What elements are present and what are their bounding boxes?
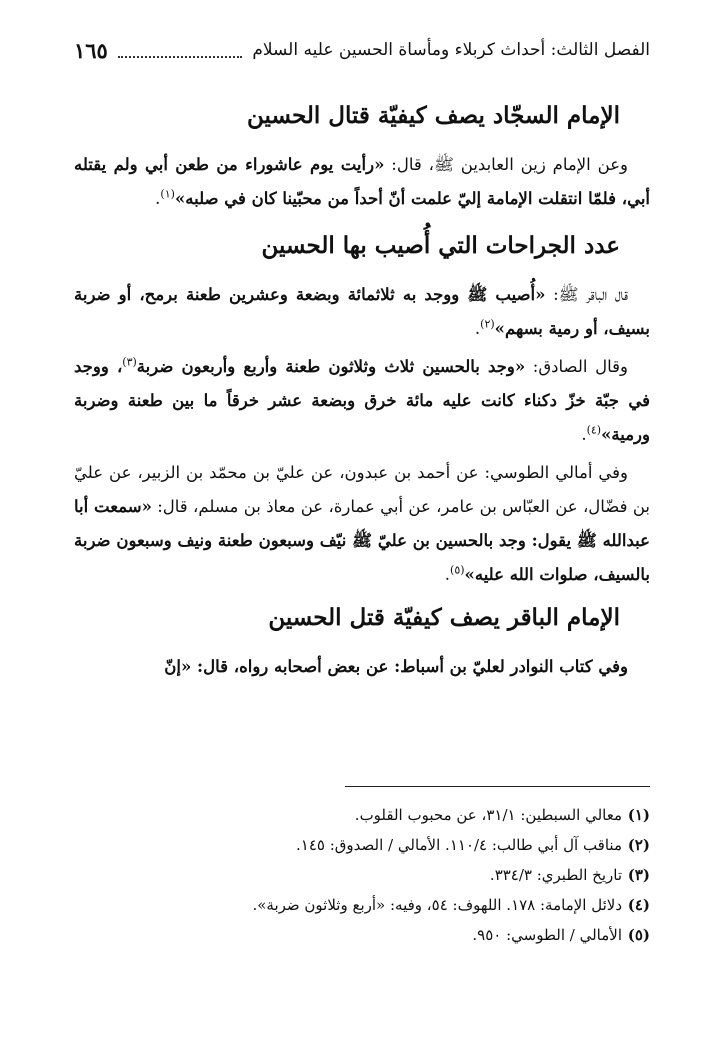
book-page xyxy=(74,0,650,1045)
section-heading-sajjad: الإمام السجّاد يصف كيفيّة قتال الحسين xyxy=(247,102,620,129)
paragraph-sadiq xyxy=(74,350,650,452)
section-heading-wounds: عدد الجراحات التي أُصيب بها الحسين xyxy=(261,232,620,259)
paragraph-intro: قال الباقر ﷺ: xyxy=(545,285,628,304)
footnote-number: (٣) xyxy=(627,866,650,884)
dotted-leader xyxy=(118,42,242,58)
paragraph-nawadir xyxy=(74,650,650,684)
footnote-5 xyxy=(74,920,650,950)
footnote-ref-2[interactable]: (٢) xyxy=(480,317,495,331)
paragraph-end: . xyxy=(155,189,161,208)
footnote-ref-1[interactable]: (١) xyxy=(160,187,175,201)
paragraph-sajjad xyxy=(74,148,650,216)
running-title: الفصل الثالث: أحداث كربلاء ومأساة الحسين عليه السلام xyxy=(252,40,650,60)
main-text xyxy=(74,96,650,688)
paragraph-intro: وعن الإمام زين العابدين ﷺ، قال: xyxy=(384,155,629,174)
footnote-text: الأمالي / الطوسي: ٩٥٠. xyxy=(472,926,622,944)
section-heading-baqir: الإمام الباقر يصف كيفيّة قتل الحسين xyxy=(268,604,620,631)
footnote-4 xyxy=(74,890,650,920)
paragraph-baqir xyxy=(74,278,650,346)
paragraph-intro: وفي أمالي الطوسي: عن أحمد بن عبدون، عن عليّ بن محمّد بن الزبير، عن عليّ بن فضّال، عن العبّاس بن عامر، عن أبي عمارة، عن معاذ بن مسلم، قال: xyxy=(74,463,650,516)
footnote-number: (٢) xyxy=(627,836,650,854)
footnote-text: تاريخ الطبري: ٣٣٤/٣. xyxy=(489,866,622,884)
footnote-text: دلائل الإمامة: ١٧٨. اللهوف: ٥٤، وفيه: «أربع وثلاثون ضربة». xyxy=(252,896,622,914)
paragraph-quote: «وجد بالحسين ثلاث وثلاثون طعنة وأربع وأربعون ضربة xyxy=(136,357,526,376)
page-header xyxy=(74,36,650,64)
footnote-divider xyxy=(345,786,650,787)
paragraph-quote: «أُصيب ﷺ ووجد به ثلاثمائة وبضعة وعشرين طعنة برمح، أو ضربة بسيف، أو رمية بسهم» xyxy=(74,285,650,338)
footnote-number: (٤) xyxy=(627,896,650,914)
paragraph-quote-continued: ، ووجد في جبّة خزّ دكناء كانت عليه مائة خرق وبضعة عشر خرقاً ما بين طعنة وضربة ورمية» xyxy=(74,357,650,444)
paragraph-quote: «إنّ xyxy=(164,657,192,676)
page-number: ١٦٥ xyxy=(74,37,108,63)
footnote-ref-3[interactable]: (٣) xyxy=(122,355,137,369)
footnote-3 xyxy=(74,860,650,890)
footnote-2 xyxy=(74,830,650,860)
footnote-ref-5[interactable]: (٥) xyxy=(450,563,465,577)
footnote-text: مناقب آل أبي طالب: ١١٠/٤. الأمالي / الصدوق: ١٤٥. xyxy=(296,836,622,854)
footnote-text: معالي السبطين: ٣١/١، عن محبوب القلوب. xyxy=(354,806,622,824)
paragraph-intro: وقال الصادق: xyxy=(525,357,628,376)
paragraph-quote: «رأيت يوم عاشوراء من طعن أبي ولم يقتله أبي، فلمّا انتقلت الإمامة إليّ علمت أنّ أحداً من محبّينا كان في صلبه» xyxy=(74,155,650,208)
paragraph-amali xyxy=(74,456,650,592)
footnotes xyxy=(74,800,650,950)
footnote-1 xyxy=(74,800,650,830)
paragraph-end: . xyxy=(474,319,481,338)
paragraph-quote: «سمعت أبا عبدالله ﷺ يقول: وجد بالحسين بن عليّ ﷺ نيّف وسبعون طعنة ونيف وسبعون ضربة بالسيف، صلوات الله عليه» xyxy=(74,497,650,584)
footnote-number: (١) xyxy=(627,806,650,824)
paragraph-intro: وفي كتاب النوادر لعليّ بن أسباط: عن بعض أصحابه رواه، قال: xyxy=(191,657,628,676)
paragraph-end: . xyxy=(581,425,587,444)
paragraph-end: . xyxy=(444,565,451,584)
footnote-number: (٥) xyxy=(627,926,650,944)
footnote-ref-4[interactable]: (٤) xyxy=(586,423,602,437)
